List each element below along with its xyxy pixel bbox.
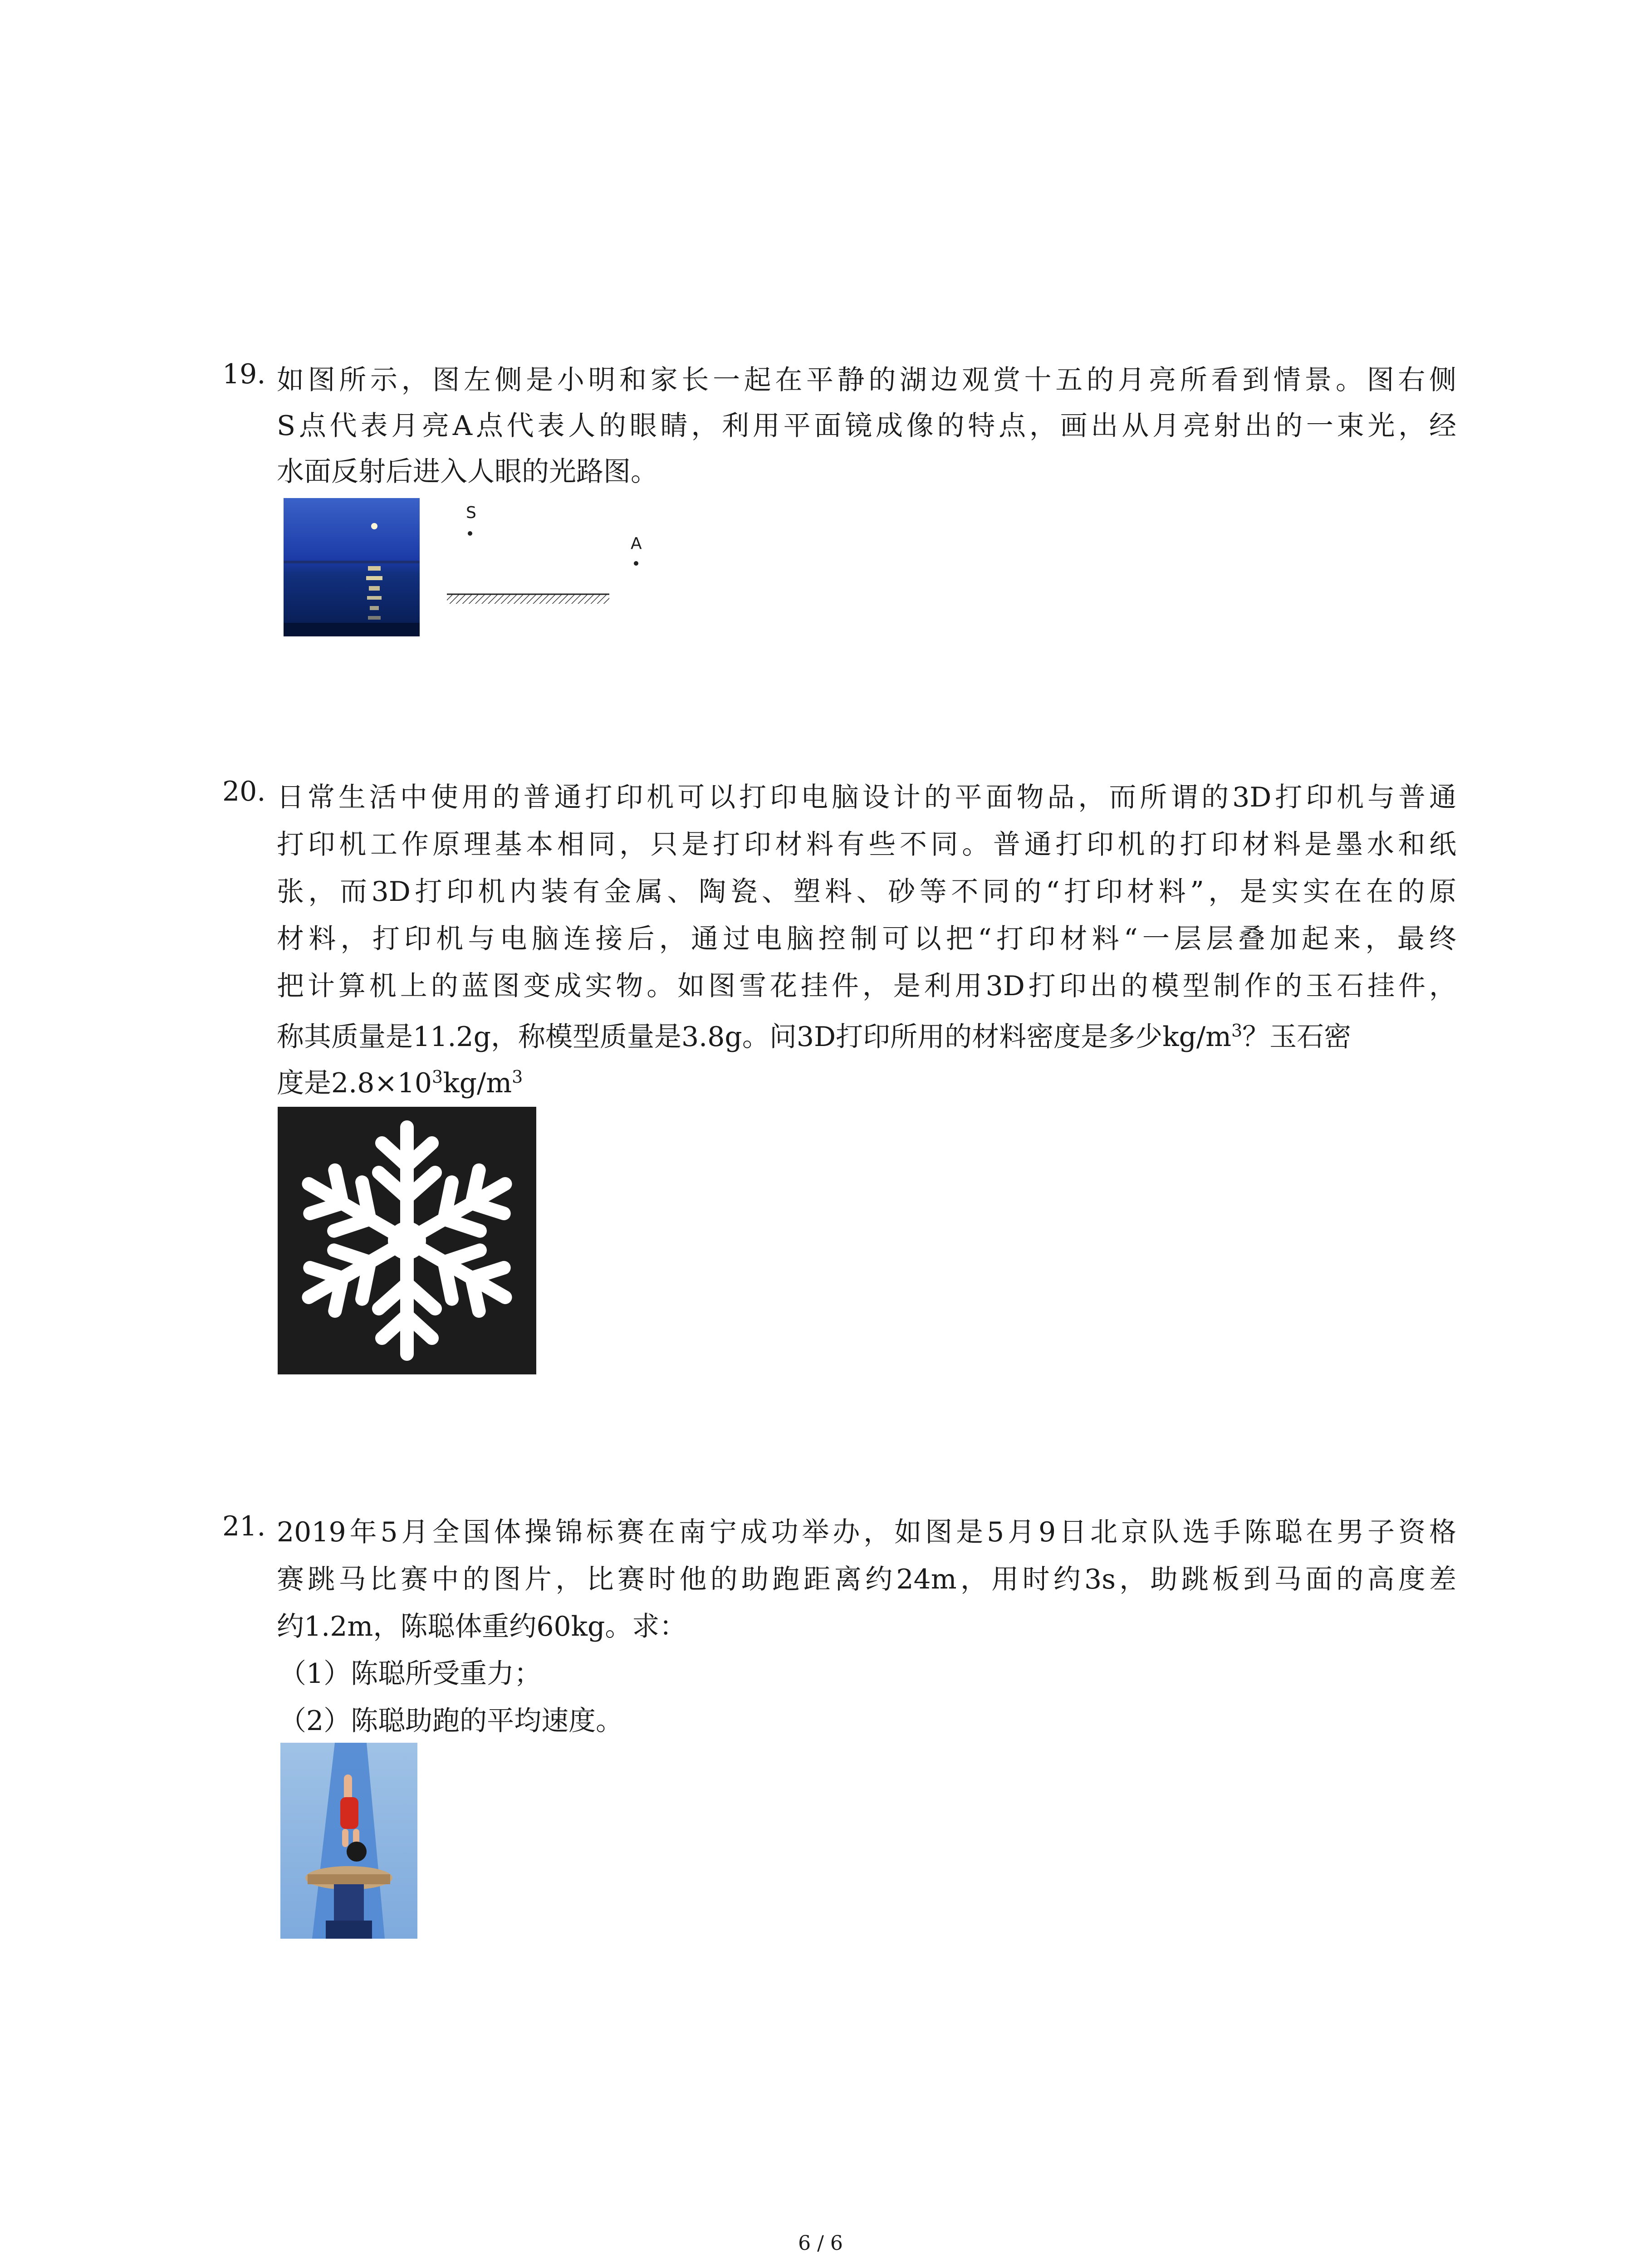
question-text-line: 如图所示，图左侧是小明和家长一起在平静的湖边观赏十五的月亮所看到情景。图右侧	[277, 364, 1456, 396]
question-21	[222, 1510, 1456, 1746]
gymnast-vault-photo	[280, 1743, 417, 1939]
mirror-diagram	[447, 503, 656, 612]
sub-question-1: （1）陈聪所受重力；	[279, 1658, 542, 1690]
page-number: 6 / 6	[798, 2232, 843, 2255]
sub-question-2: （2）陈聪助跑的平均速度。	[279, 1705, 623, 1737]
question-text-line: S点代表月亮A点代表人的眼睛，利用平面镜成像的特点，画出从月亮射出的一束光，经	[277, 410, 1456, 442]
question-text-line: 度是$2.8\times 10^3kg/m^3$	[277, 1067, 523, 1099]
question-text-line: 约1.2m，陈聪体重约60kg。求：	[277, 1611, 687, 1642]
question-text-line: 2019年5月全国体操锦标赛在南宁成功举办，如图是5月9日北京队选手陈聪在男子资格	[277, 1516, 1456, 1548]
question-text-line: 打印机工作原理基本相同，只是打印材料有些不同。普通打印机的打印材料是墨水和纸	[277, 829, 1456, 860]
question-number: 21.	[222, 1510, 266, 1542]
point-s	[468, 531, 472, 536]
moon-lake-photo	[284, 498, 420, 636]
question-text-line: 材料，打印机与电脑连接后，通过电脑控制可以把“打印材料“一层层叠加起来，最终	[277, 923, 1456, 955]
label-s: S	[466, 503, 476, 522]
label-a: A	[631, 534, 642, 553]
question-number: 19.	[222, 358, 266, 390]
question-text-line: 张，而3D打印机内装有金属、陶瓷、塑料、砂等不同的“打印材料”，是实实在在的原	[277, 876, 1456, 908]
point-a	[634, 561, 638, 566]
question-text-line: 水面反射后进入人眼的光路图。	[277, 456, 658, 488]
question-number: 20.	[222, 776, 266, 807]
question-text-line: 赛跳马比赛中的图片，比赛时他的助跑距离约24m，用时约3s，助跳板到马面的高度差	[277, 1564, 1456, 1595]
question-text-line: 称其质量是11.2g，称模型质量是3.8g。问3D打印所用的材料密度是多少$kg/m^3$？玉石密	[277, 1021, 1352, 1053]
question-text-line: 把计算机上的蓝图变成实物。如图雪花挂件，是利用3D打印出的模型制作的玉石挂件，	[277, 970, 1456, 1002]
snowflake-pendant-image	[278, 1107, 536, 1374]
question-text-line: 日常生活中使用的普通打印机可以打印电脑设计的平面物品，而所谓的3D打印机与普通	[277, 782, 1456, 813]
question-20	[222, 776, 1456, 1120]
